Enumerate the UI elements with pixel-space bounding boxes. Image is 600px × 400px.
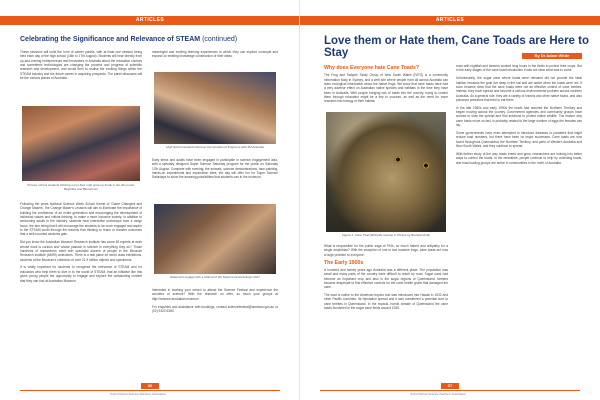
- left-title-continued: (continued): [202, 36, 238, 43]
- left-col1-top: [20, 50, 142, 84]
- paragraph: Interested in booking your school to attend the Science Festival and experience the wonders of science? With the research on offer, so much your groups at http://science.australian.museum: [152, 288, 278, 301]
- section-tab-left: ARTICLES: [0, 16, 300, 25]
- right-col1-top: [324, 64, 448, 107]
- toad-eye-shape: [422, 162, 430, 169]
- subheading: Why does Everyone hate Cane Toads?: [324, 65, 420, 71]
- paragraph: Following the years National Science Week School theme of 'Game Changers and Change Makers', the Change Maker's Lessons will aim to illuminate the importance of building the confidence of an entire generation and encouraging the development of individual values and critical thinking, to make a more inclusive society. In addition to welcoming adults in the industry, students hear interactive workshops from a range focus, the aim being that it will encourage the students to be more engaged and aspire to the STEAM world through the lessons that thinking to reach or transfer outcomes that a well-rounded students gain.: [20, 202, 142, 237]
- right-col2: [456, 64, 582, 168]
- paragraph: A hundred and twenty years ago Australia was a different place. The population was small and many parts of the country were difficult to reach by road. Sugar cane had become an important crop and also in the sugar regions of Queensland, farmers became desperate to find effective controls for the cane beetle grubs that damaged the cane.: [324, 267, 448, 290]
- paragraph: Did you know the Australian Museum Research Institute has some 65 experts at work whose work is curious and whose passion is science in everything they do? Those hundreds of researchers meet with specialist dozens of people in the Museum Research Institute (AMRI) collections. There is a real place for world class exhibitions, students at the Museum's collection of over 21.9 million objects and specimens.: [20, 240, 142, 262]
- page-number-right: 37: [441, 383, 459, 389]
- subheading: The Early 1900s: [324, 259, 364, 266]
- footer-rule-left: [20, 390, 280, 391]
- paragraph: meaningful and exciting learning experiences in which they can explore concepts and expand on existing knowledge construction of their ideas.: [152, 50, 278, 59]
- right-page: [300, 0, 600, 400]
- students-photo-3: [154, 204, 276, 274]
- left-article-title: [20, 36, 237, 43]
- photo-caption-2: High School students discover the wonders of Polymers with 3M Australia: [166, 145, 264, 149]
- paragraph: In the late 1980s and early 1990s the toads had reached the Northern Territory and began moving across the country. Government agencies and community groups have worked to slow the spread and find solutions to protect native wildlife. The reason why cane toads move so fast, is probably related to the large number of eggs the females can lay.: [456, 105, 582, 128]
- right-article-title: Love them or Hate them, Cane Toads are Here to Stay: [324, 35, 589, 59]
- paragraph: Unfortunately, the sugar cane where toads were released did not provide the ideal habitat, because the grub live deep in the soil and are active when the toads were not. It soon became clear that the cane toads were not an effective control of cane beetles. Instead, they have spread and become a serious environmental problem across northern Australia. As a general rule, they ate a variety of insects and other native fauna, and also poisoned predators that tried to eat them.: [456, 76, 582, 102]
- students-photo-1: [22, 106, 140, 181]
- footer-rule-right: [320, 390, 580, 391]
- photo-caption-1: Primary school students thinking out to their crab grow-up foods in the this mode, Biophiles and Blueshoots: [27, 183, 135, 191]
- page-number-left: 36: [141, 383, 159, 389]
- paragraph: For enquiries and assistance with bookings, contact sciencefestival@austmus.gov.au or (02) 9320 6380.: [152, 304, 278, 313]
- left-col1-bottom: [20, 202, 142, 286]
- photo-caption-3: Statement engage with a child at of the Science Festival Expo 2017: [170, 275, 260, 279]
- left-col2-bottom: [152, 288, 278, 317]
- paragraph: With further study of the way toads breed and grow, researchers are looking into better ways to control the toads. In the meantime, people continue to help by collecting toads, and toad-busting groups are active in communities in the north of Australia.: [456, 151, 582, 165]
- footer-text-left: Oxford School Science Teachers' Association: [110, 392, 166, 396]
- section-tab-right: ARTICLES: [300, 16, 600, 25]
- paragraph: The Frog and Tadpole Study Group of New South Wales (FATS) is a community information body in Sydney, and a web site where people from all across Australia can learn ecological information about the native frogs. We know that cane toads have had a very adverse effect on Australian native species and habitats in the time they have been in Australia. With people bringing lots of toads into the country, trying to control them through education might be a key to success, as well as the need for more research into biology of their habitat.: [324, 73, 448, 104]
- paragraph: The toad is native to the American tropics and was introduced into Hawaii in 1932 and other Pacific countries. Its reputation spread and it was considered a potential cure to cane beetles in Queensland. In the tropical, humid climate of Queensland the cane toads flourished in the sugar cane fields around 1935.: [324, 293, 448, 311]
- students-photo-2: [154, 72, 276, 144]
- toad-eye-shape: [394, 156, 402, 163]
- paragraph: rows with nightfall and farmers worked long hours in the fields to protect their crops. But in the early stages of the cane toad introduction it was not clear what was to come.: [456, 64, 582, 73]
- paragraph: Early teens and adults have been engaged in participate in science engagement also, with a specially designed Super Science Saturday program for the public on Saturday 17th August. Complete with evening, the animals, science demonstrations, face-painting, hands-on experiments and exploration sites, the day will offer fun for Super Science Saturdays to show the amazing possibilities that students can in the museum.: [152, 158, 278, 180]
- left-col2-mid: [152, 158, 278, 183]
- paragraph: It is vitally important for students to recognise the relevance of STEAM and for educators who help them to dive in to the world of STEAM, that an initiative like this gives young people the opportunity to engage and explore the outstanding content that they can find at Australian Museum.: [20, 265, 142, 283]
- right-col1-bottom: [324, 244, 448, 314]
- left-col2-top: [152, 50, 278, 62]
- left-title-text: Celebrating the Significance and Relevance of STEAM: [20, 36, 201, 43]
- paragraph: Some governments have even attempted to introduce diseases or parasites that might reduce toad numbers, but there have been no major successes. Cane toads are now found throughout Queensland, the Northern Territory, and parts of Western Australia and New South Wales, and they continue to spread.: [456, 130, 582, 148]
- footer-text-right: Oxford School Science Teachers' Association: [410, 392, 466, 396]
- byline: By Dr Adam White: [522, 53, 582, 59]
- paragraph: These sessions will build the form of career panels, with at least one session being held each day of the high school (16th to 17th August). Students will hear directly from up-and-coming entrepreneurs and innovators in Australia about the education choices and sometimes technologies are changing the process and progress of scientific research and development, and would then to realise the exciting things within the STEAM industry and the future career in acquiring prospects. The panel discusses will be the various places of Australia.: [20, 50, 142, 81]
- paragraph: What is responsible for the public saga of FATs, so much hatred and antipathy for a single amphibian? With the exception of one or two invasive frogs, cane toads are now a huge problem to everyone.: [324, 244, 448, 257]
- cane-toad-photo: [326, 112, 446, 232]
- toad-photo-caption: Figure 1: Cane Toad (Rhinella marina) in Photos by Brendan Kelly: [342, 233, 430, 237]
